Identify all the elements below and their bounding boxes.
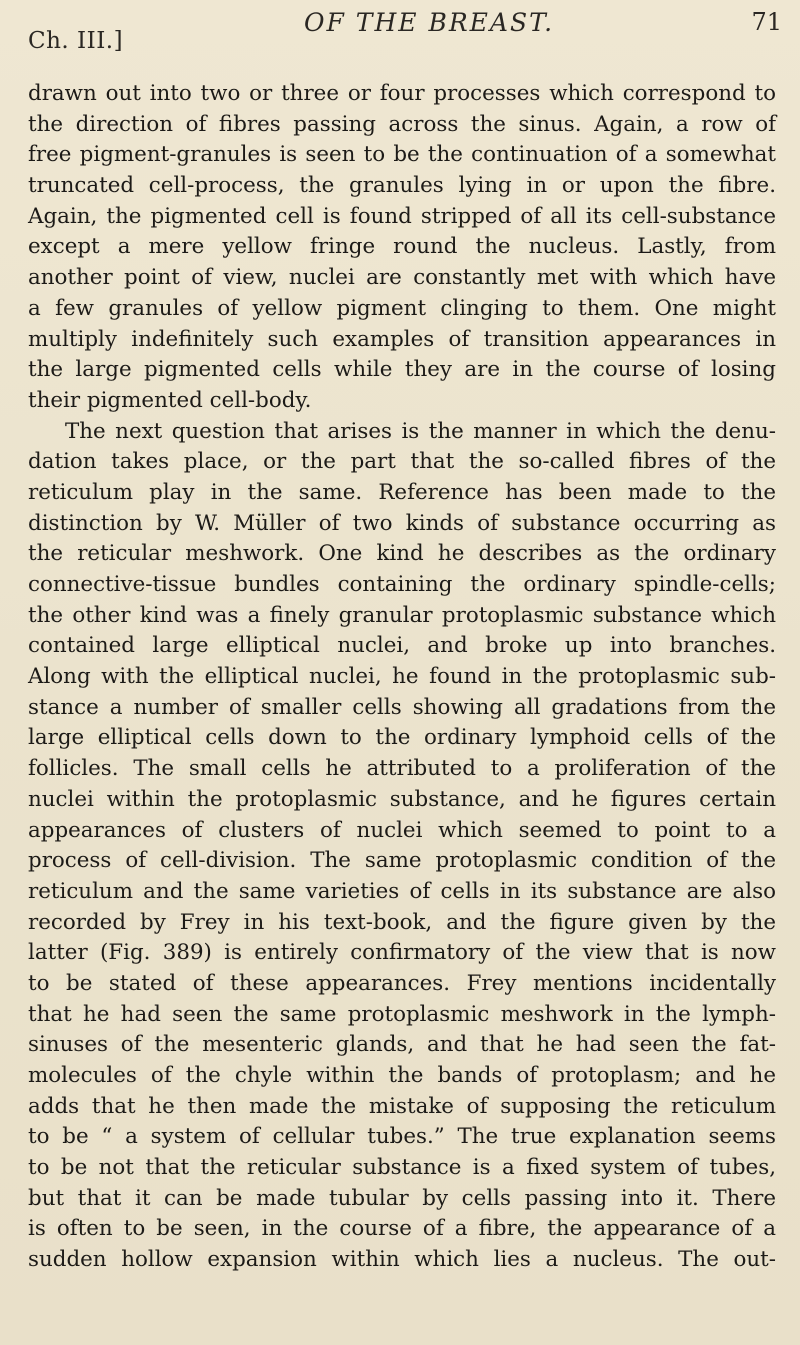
text-line: large elliptical cells down to the ordinary lymphoid cells of the <box>28 725 776 751</box>
text-line: dation takes place, or the part that the so-called fibres of the <box>28 449 776 475</box>
text-line: distinction by W. Müller of two kinds of substance occurring as <box>28 510 776 536</box>
text-line: reticulum play in the same. Reference has been made to the <box>28 479 776 505</box>
text-line: the large pigmented cells while they are in the course of losing <box>28 357 776 383</box>
running-head <box>22 8 784 54</box>
text-line: Along with the elliptical nuclei, he found in the protoplasmic sub- <box>28 664 776 690</box>
text-line: stance a number of smaller cells showing all gradations from the <box>28 694 776 720</box>
text-line: adds that he then made the mistake of supposing the reticulum <box>28 1093 776 1119</box>
text-line: to be not that the reticular substance is a fixed system of tubes, <box>28 1155 776 1181</box>
text-line: to be “ a system of cellular tubes.” The true explanation seems <box>28 1124 776 1150</box>
text-line: that he had seen the same protoplasmic meshwork in the lymph- <box>28 1001 776 1027</box>
text-line: sinuses of the mesenteric glands, and that he had seen the fat- <box>28 1032 776 1058</box>
text-line: connective-tissue bundles containing the ordinary spindle-cells; <box>28 572 776 597</box>
text-line: truncated cell-process, the granules lying in or upon the fibre. <box>28 173 776 199</box>
text-line: drawn out into two or three or four processes which correspond to <box>28 81 776 106</box>
text-line: the other kind was a finely granular protoplasmic substance which <box>28 602 776 628</box>
chapter-reference: Ch. III.] <box>28 28 124 54</box>
text-line: sudden hollow expansion within which lies a nucleus. The out- <box>28 1247 776 1273</box>
paragraph-start-line: The next question that arises is the manner in which the denu- <box>65 418 776 444</box>
page-number: 71 <box>751 8 782 36</box>
text-line: is often to be seen, in the course of a fibre, the appearance of a <box>28 1216 776 1242</box>
text-line: process of cell-division. The same protoplasmic condition of the <box>28 848 776 874</box>
body-text <box>28 79 776 1276</box>
text-line: reticulum and the same varieties of cells in its substance are also <box>28 878 776 904</box>
text-line: follicles. The small cells he attributed to a proliferation of the <box>28 756 776 782</box>
text-line: free pigment-granules is seen to be the continuation of a somewhat <box>28 142 776 168</box>
text-line: but that it can be made tubular by cells passing into it. There <box>28 1185 776 1211</box>
text-line: a few granules of yellow pigment clinging to them. One might <box>28 295 776 321</box>
text-line: molecules of the chyle within the bands of protoplasm; and he <box>28 1063 776 1088</box>
text-line: except a mere yellow fringe round the nucleus. Lastly, from <box>28 234 776 260</box>
text-line: another point of view, nuclei are constantly met with which have <box>28 265 776 291</box>
text-line: the direction of fibres passing across the sinus. Again, a row of <box>28 111 776 137</box>
text-line: contained large elliptical nuclei, and broke up into branches. <box>28 633 776 659</box>
text-line: appearances of clusters of nuclei which seemed to point to a <box>28 817 776 843</box>
text-line: multiply indefinitely such examples of transition appearances in <box>28 326 776 352</box>
running-title: OF THE BREAST. <box>304 8 555 37</box>
text-line: their pigmented cell-body. <box>28 387 312 413</box>
text-line: Again, the pigmented cell is found stripped of all its cell-substance <box>28 203 776 229</box>
text-line: to be stated of these appearances. Frey mentions incidentally <box>28 970 776 996</box>
text-line: latter (Fig. 389) is entirely confirmatory of the view that is now <box>28 940 776 966</box>
text-line: the reticular meshwork. One kind he describes as the ordinary <box>28 541 776 567</box>
text-line: nuclei within the protoplasmic substance, and he figures certain <box>28 786 776 812</box>
text-line: recorded by Frey in his text-book, and the figure given by the <box>28 909 776 935</box>
